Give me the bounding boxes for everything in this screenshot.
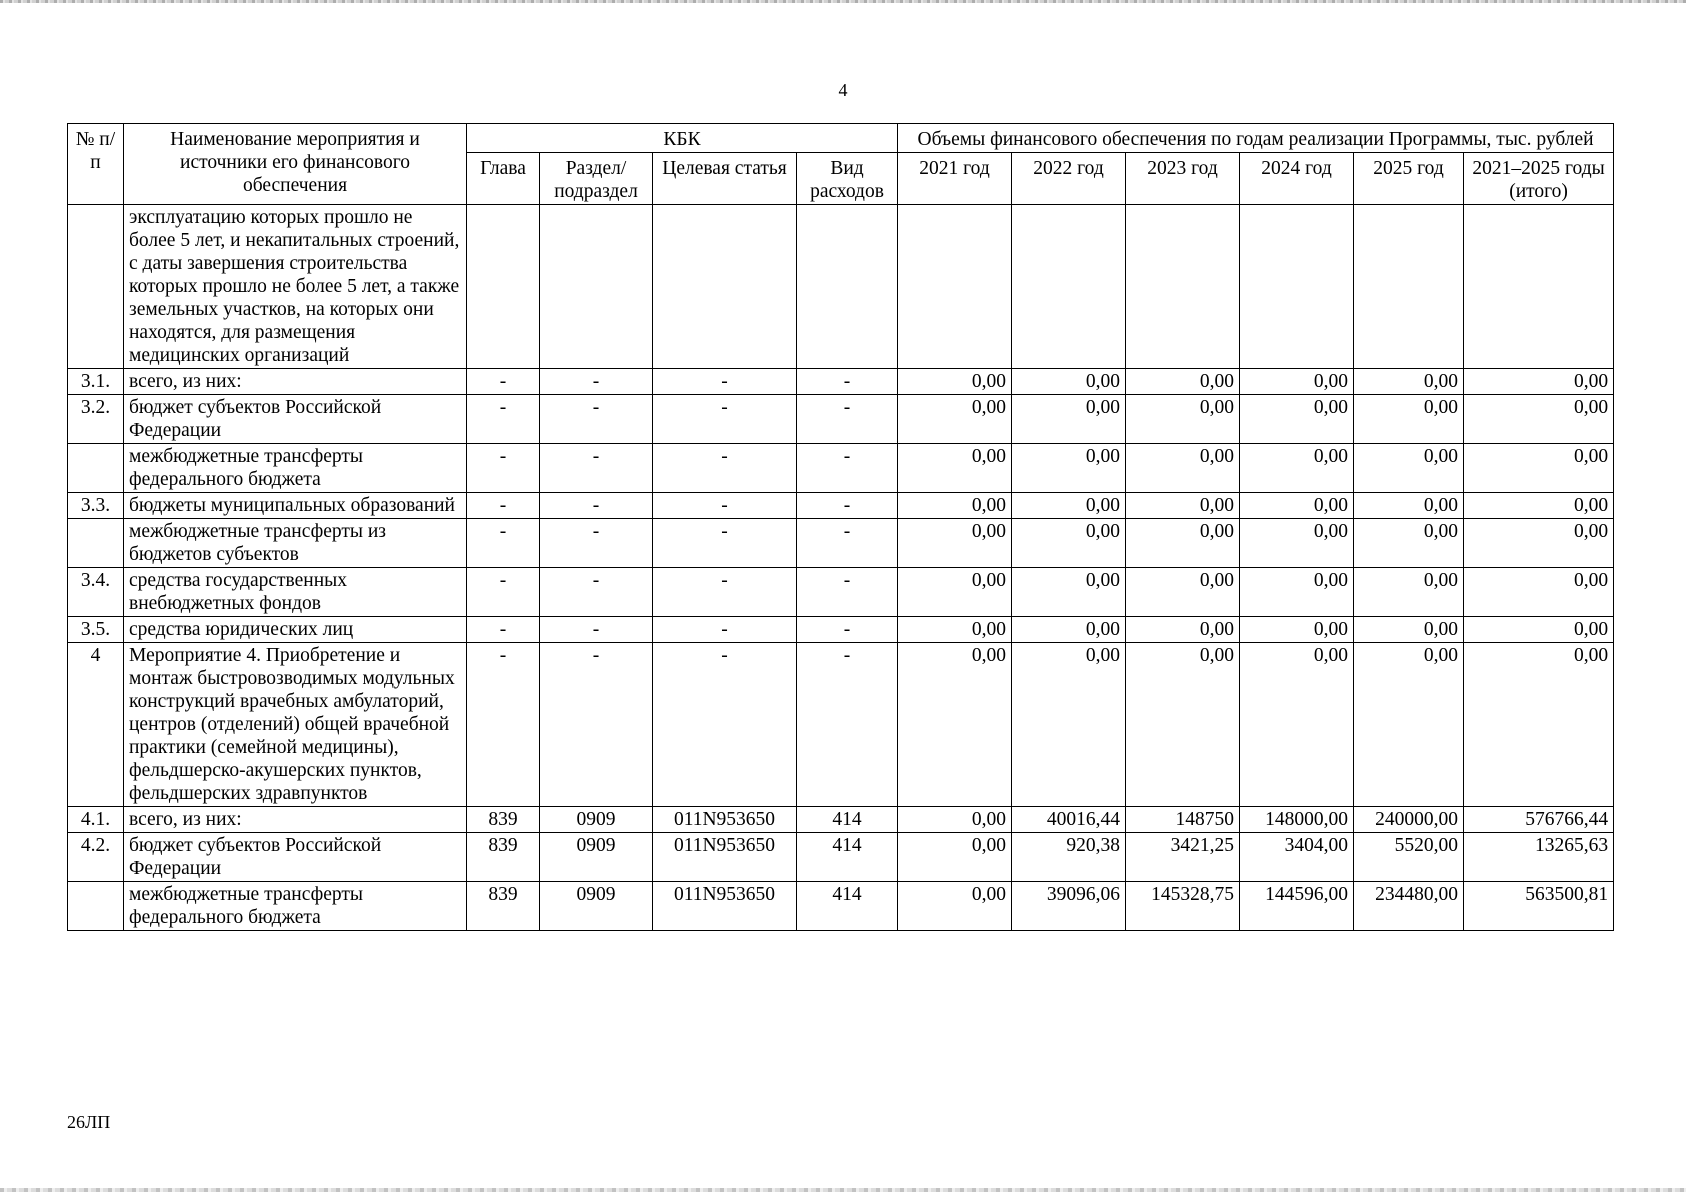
cell-glava: - <box>467 519 540 568</box>
cell-2025: 0,00 <box>1354 444 1464 493</box>
cell-2022: 40016,44 <box>1012 807 1126 833</box>
scan-edge-bottom <box>0 1188 1686 1192</box>
cell-2023: 145328,75 <box>1126 882 1240 931</box>
cell-2024: 0,00 <box>1240 444 1354 493</box>
cell-total: 576766,44 <box>1464 807 1614 833</box>
cell-2021: 0,00 <box>898 617 1012 643</box>
cell-name: средства юридических лиц <box>124 617 467 643</box>
cell-2022: 0,00 <box>1012 493 1126 519</box>
cell-vid: - <box>797 493 898 519</box>
cell-razdel: - <box>540 369 653 395</box>
header-celevaya: Целевая статья <box>653 153 797 205</box>
header-name: Наименование мероприятия и источники его финансового обеспечения <box>124 124 467 205</box>
cell-no: 4 <box>68 643 124 807</box>
cell-2023: 0,00 <box>1126 617 1240 643</box>
cell-no: 3.1. <box>68 369 124 395</box>
cell-vid: - <box>797 395 898 444</box>
cell-2023: 0,00 <box>1126 568 1240 617</box>
header-glava: Глава <box>467 153 540 205</box>
cell-2021: 0,00 <box>898 444 1012 493</box>
table-row <box>68 519 1614 568</box>
cell-glava: - <box>467 395 540 444</box>
header-2022: 2022 год <box>1012 153 1126 205</box>
cell-razdel: - <box>540 395 653 444</box>
cell-total: 0,00 <box>1464 493 1614 519</box>
header-row-1 <box>68 124 1614 153</box>
cell-2021: 0,00 <box>898 882 1012 931</box>
cell-2021: 0,00 <box>898 519 1012 568</box>
cell-name: межбюджетные трансферты федерального бюджета <box>124 444 467 493</box>
cell-2022: 920,38 <box>1012 833 1126 882</box>
header-2024: 2024 год <box>1240 153 1354 205</box>
cell-name: межбюджетные трансферты федерального бюджета <box>124 882 467 931</box>
cell-2023: 0,00 <box>1126 444 1240 493</box>
cell-no <box>68 205 124 369</box>
cell-2024: 148000,00 <box>1240 807 1354 833</box>
cell-2021: 0,00 <box>898 643 1012 807</box>
cell-razdel: 0909 <box>540 882 653 931</box>
cell-2023: 0,00 <box>1126 395 1240 444</box>
cell-no <box>68 882 124 931</box>
cell-no: 4.1. <box>68 807 124 833</box>
cell-2024: 0,00 <box>1240 643 1354 807</box>
cell-2022: 0,00 <box>1012 617 1126 643</box>
table-row <box>68 395 1614 444</box>
cell-2021: 0,00 <box>898 568 1012 617</box>
cell-glava: 839 <box>467 882 540 931</box>
cell-no: 3.5. <box>68 617 124 643</box>
cell-total: 0,00 <box>1464 568 1614 617</box>
cell-2022: 0,00 <box>1012 643 1126 807</box>
cell-2021: 0,00 <box>898 493 1012 519</box>
cell-2024: 3404,00 <box>1240 833 1354 882</box>
page-number: 4 <box>838 80 848 100</box>
cell-vid: - <box>797 519 898 568</box>
cell-2025: 240000,00 <box>1354 807 1464 833</box>
cell-2025: 0,00 <box>1354 617 1464 643</box>
cell-no: 3.2. <box>68 395 124 444</box>
cell-razdel: 0909 <box>540 833 653 882</box>
cell-total: 0,00 <box>1464 617 1614 643</box>
cell-celevaya: - <box>653 493 797 519</box>
cell-2024: 0,00 <box>1240 519 1354 568</box>
cell-2022: 0,00 <box>1012 519 1126 568</box>
cell-name: межбюджетные трансферты из бюджетов субъектов <box>124 519 467 568</box>
cell-vid: - <box>797 643 898 807</box>
cell-glava: - <box>467 444 540 493</box>
cell-glava: - <box>467 369 540 395</box>
cell-razdel: - <box>540 444 653 493</box>
cell-2021: 0,00 <box>898 369 1012 395</box>
cell-2024: 0,00 <box>1240 568 1354 617</box>
cell-total: 0,00 <box>1464 395 1614 444</box>
table-row <box>68 643 1614 807</box>
cell-name: средства государственных внебюджетных фондов <box>124 568 467 617</box>
table-row <box>68 369 1614 395</box>
header-razdel: Раздел/ подраздел <box>540 153 653 205</box>
cell-celevaya: - <box>653 395 797 444</box>
table-row <box>68 444 1614 493</box>
cell-2024: 0,00 <box>1240 369 1354 395</box>
cell-celevaya: 011N953650 <box>653 807 797 833</box>
cell-glava: 839 <box>467 807 540 833</box>
cell-vid: - <box>797 617 898 643</box>
cell-no: 3.3. <box>68 493 124 519</box>
table-row <box>68 833 1614 882</box>
cell-2021: 0,00 <box>898 395 1012 444</box>
cell-2025: 5520,00 <box>1354 833 1464 882</box>
header-kbk: КБК <box>467 124 898 153</box>
cell-2022: 0,00 <box>1012 395 1126 444</box>
cell-2023: 0,00 <box>1126 643 1240 807</box>
cell-2025: 0,00 <box>1354 568 1464 617</box>
header-no: № п/п <box>68 124 124 205</box>
cell-2025: 234480,00 <box>1354 882 1464 931</box>
cell-razdel: - <box>540 617 653 643</box>
table-row <box>68 493 1614 519</box>
cell-name: всего, из них: <box>124 807 467 833</box>
cell-2023: 0,00 <box>1126 369 1240 395</box>
cell-celevaya: - <box>653 369 797 395</box>
cell-vid: - <box>797 369 898 395</box>
cell-total: 0,00 <box>1464 444 1614 493</box>
cell-total: 13265,63 <box>1464 833 1614 882</box>
cell-celevaya: - <box>653 617 797 643</box>
header-2023: 2023 год <box>1126 153 1240 205</box>
cell-name: Мероприятие 4. Приобретение и монтаж быстровозводимых модульных конструкций врачебных амбулаторий, центров (отделений) общей врачебной практики (семейной медицины), фельдшерско-акушерских пунктов, фельдшерских здравпунктов <box>124 643 467 807</box>
cell-2024: 0,00 <box>1240 617 1354 643</box>
cell-total: 0,00 <box>1464 519 1614 568</box>
cell-no: 3.4. <box>68 568 124 617</box>
cell-celevaya: - <box>653 519 797 568</box>
header-volumes: Объемы финансового обеспечения по годам реализации Программы, тыс. рублей <box>898 124 1614 153</box>
cell-2025: 0,00 <box>1354 369 1464 395</box>
cell-name: бюджет субъектов Российской Федерации <box>124 833 467 882</box>
cell-no: 4.2. <box>68 833 124 882</box>
cell-name: бюджет субъектов Российской Федерации <box>124 395 467 444</box>
cell-celevaya: 011N953650 <box>653 833 797 882</box>
cell-total: 0,00 <box>1464 369 1614 395</box>
cell-vid: - <box>797 444 898 493</box>
cell-razdel: - <box>540 493 653 519</box>
cell-vid: 414 <box>797 807 898 833</box>
cell-glava: - <box>467 493 540 519</box>
cell-2023: 0,00 <box>1126 493 1240 519</box>
cell-2023: 148750 <box>1126 807 1240 833</box>
cell-razdel: 0909 <box>540 807 653 833</box>
cell-glava: - <box>467 568 540 617</box>
cell-celevaya: - <box>653 568 797 617</box>
scan-edge-top <box>0 0 1686 3</box>
table-row <box>68 617 1614 643</box>
cell-vid: 414 <box>797 833 898 882</box>
cell-razdel: - <box>540 643 653 807</box>
cell-glava: - <box>467 617 540 643</box>
cell-2021: 0,00 <box>898 807 1012 833</box>
cell-2022: 0,00 <box>1012 444 1126 493</box>
cell-2025: 0,00 <box>1354 643 1464 807</box>
continuation-row <box>68 205 1614 369</box>
cell-total: 563500,81 <box>1464 882 1614 931</box>
cell-celevaya: - <box>653 444 797 493</box>
cell-name: бюджеты муниципальных образований <box>124 493 467 519</box>
cell-no <box>68 519 124 568</box>
footer-code: 26ЛП <box>67 1112 111 1132</box>
header-vid: Вид расходов <box>797 153 898 205</box>
cell-2024: 0,00 <box>1240 493 1354 519</box>
header-2021: 2021 год <box>898 153 1012 205</box>
table-row <box>68 568 1614 617</box>
cell-2022: 0,00 <box>1012 568 1126 617</box>
cell-razdel: - <box>540 519 653 568</box>
cell-vid: - <box>797 568 898 617</box>
table-row <box>68 882 1614 931</box>
cell-2025: 0,00 <box>1354 493 1464 519</box>
cell-glava: - <box>467 643 540 807</box>
cell-vid: 414 <box>797 882 898 931</box>
continuation-text: эксплуатацию которых прошло не более 5 лет, и некапитальных строений, с даты завершения строительства которых прошло не более 5 лет, а также земельных участков, на которых они находятся, для размещения медицинских организаций <box>124 205 467 369</box>
cell-2024: 144596,00 <box>1240 882 1354 931</box>
cell-name: всего, из них: <box>124 369 467 395</box>
header-total: 2021–2025 годы (итого) <box>1464 153 1614 205</box>
header-2025: 2025 год <box>1354 153 1464 205</box>
cell-celevaya: - <box>653 643 797 807</box>
cell-2022: 0,00 <box>1012 369 1126 395</box>
table-row <box>68 807 1614 833</box>
cell-2025: 0,00 <box>1354 519 1464 568</box>
cell-no <box>68 444 124 493</box>
cell-razdel: - <box>540 568 653 617</box>
cell-celevaya: 011N953650 <box>653 882 797 931</box>
cell-total: 0,00 <box>1464 643 1614 807</box>
financing-table <box>67 123 1614 931</box>
cell-2021: 0,00 <box>898 833 1012 882</box>
cell-2023: 0,00 <box>1126 519 1240 568</box>
cell-glava: 839 <box>467 833 540 882</box>
cell-2022: 39096,06 <box>1012 882 1126 931</box>
cell-2023: 3421,25 <box>1126 833 1240 882</box>
cell-2025: 0,00 <box>1354 395 1464 444</box>
cell-2024: 0,00 <box>1240 395 1354 444</box>
